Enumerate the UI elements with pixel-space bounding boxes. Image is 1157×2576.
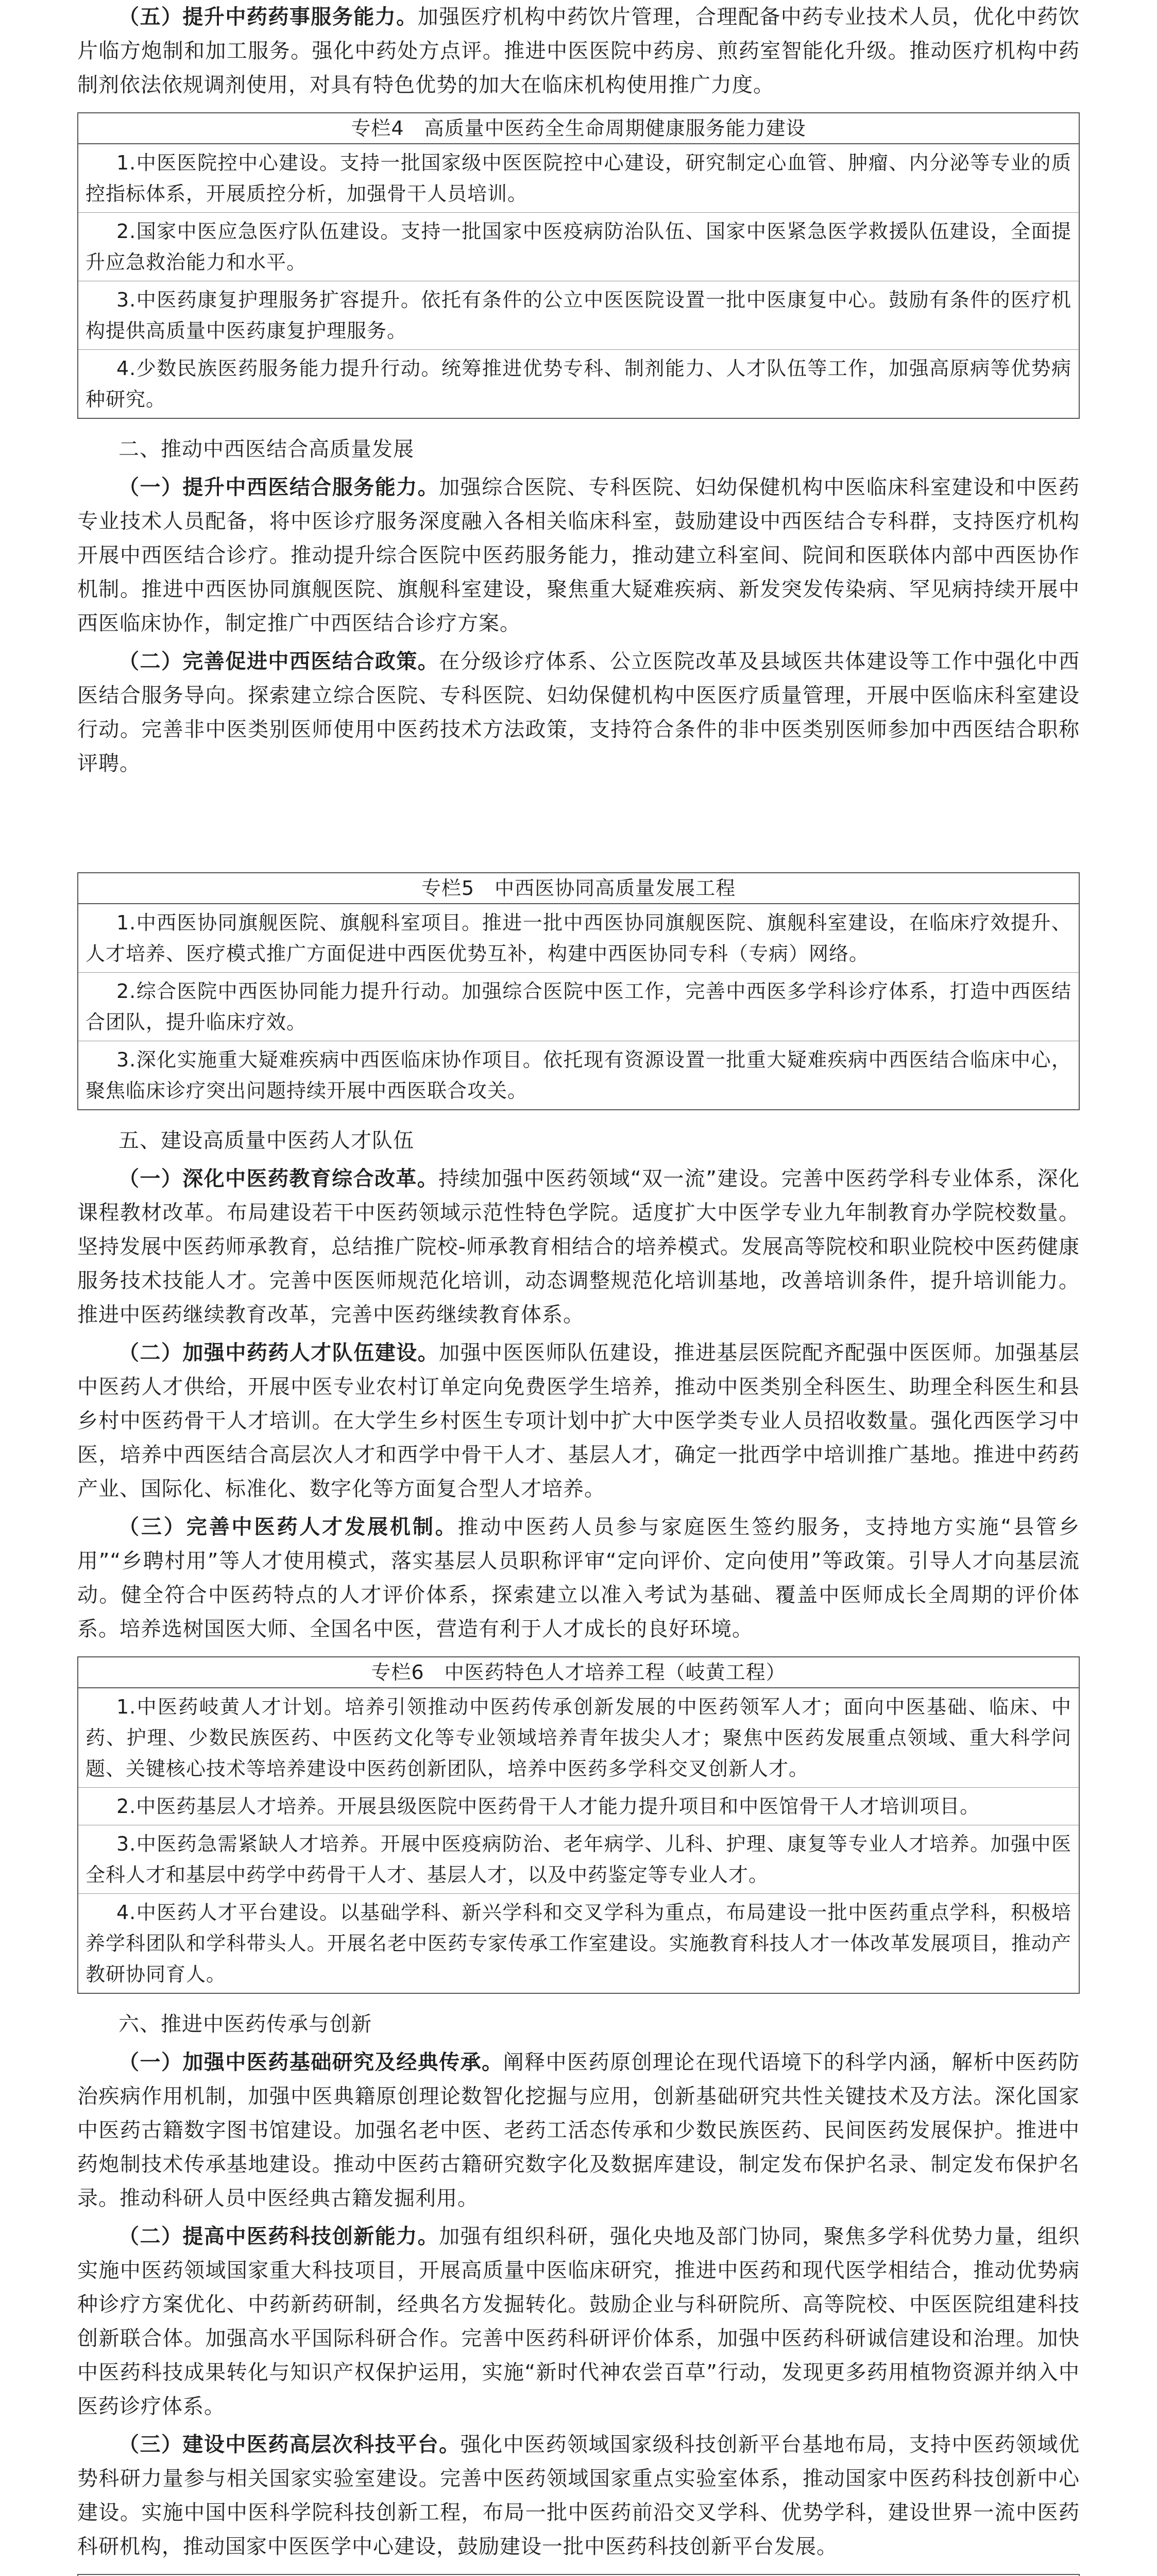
paragraph-text: 推动中医药人员参与家庭医生签约服务，支持地方实施“县管乡用”“乡聘村用”等人才使用模式，落实基层人员职称评审“定向评价、定向使用”等政策。引导人才向基层流动。健全符合中医药特点的人才评价体系，探索建立以准入考试为基础、覆盖中医师成长全周期的评价体系。培养选树国医大师、全国名中医，营造有利于人才成长的良好环境。 (77, 1515, 1080, 1641)
paragraph-text: 加强有组织科研，强化央地及部门协同，聚焦多学科优势力量，组织实施中医药领域国家重大科技项目，开展高质量中医临床研究，推进中医药和现代医学相结合，推动优势病种诊疗方案优化、中药新药研制，经典名方发掘转化。鼓励企业与科研院所、高等院校、中医医院组建科技创新联合体。加强高水平国际科研合作。完善中医药科研评价体系，加强中医药科研诚信建设和治理。加快中医药科技成果转化与知识产权保护运用，实施“新时代神农尝百草”行动，发现更多药用植物资源并纳入中医药诊疗体系。 (77, 2225, 1080, 2418)
column-box-item: 1.中医医院控中心建设。支持一批国家级中医医院控中心建设，研究制定心血管、肿瘤、内分泌等专业的质控指标体系，开展质控分析，加强骨干人员培训。 (78, 144, 1079, 213)
paragraph (77, 1336, 1080, 1506)
paragraph-lead: （二）完善促进中西医结合政策。 (118, 650, 439, 673)
paragraph (77, 645, 1080, 781)
paragraph (77, 470, 1080, 640)
paragraph-text: 阐释中医药原创理论在现代语境下的科学内涵，解析中医药防治疾病作用机制，加强中医典籍原创理论数智化挖掘与应用，创新基础研究共性关键技术及方法。深化国家中医药古籍数字图书馆建设。加强名老中医、老药工活态传承和少数民族医药、民间医药发展保护。推进中药炮制技术传承基地建设。推动中医药古籍研究数字化及数据库建设，制定发布保护名录、制定发布保护名录。推动科研人员中医经典古籍发掘利用。 (77, 2050, 1080, 2210)
section-heading: 五、建设高质量中医药人才队伍 (118, 1129, 414, 1153)
document-page (77, 0, 1080, 2576)
column-box-item: 2.中医药基层人才培养。开展县级医院中医药骨干人才能力提升项目和中医馆骨干人才培训项目。 (78, 1788, 1079, 1825)
column-box-item: 1.中医药岐黄人才计划。培养引领推动中医药传承创新发展的中医药领军人才；面向中医基础、临床、中药、护理、少数民族医药、中医药文化等专业领域培养青年拔尖人才；聚焦中医药发展重点领域、重大科学问题、关键核心技术等培养建设中医药创新团队，培养中医药多学科交叉创新人才。 (78, 1688, 1079, 1788)
paragraph-lead: （五）提升中药药事服务能力。 (118, 5, 418, 29)
column-box-item: 3.深化实施重大疑难疾病中西医临床协作项目。依托现有资源设置一批重大疑难疾病中西医结合临床中心，聚焦临床诊疗突出问题持续开展中西医联合攻关。 (86, 1048, 1071, 1102)
column-box-title: 专栏4 高质量中医药全生命周期健康服务能力建设 (78, 113, 1079, 144)
paragraph (77, 2428, 1080, 2564)
section-heading: 六、推进中医药传承与创新 (118, 2012, 372, 2036)
paragraph-lead: （三）完善中医药人才发展机制。 (118, 1515, 458, 1539)
column-box-6 (77, 1656, 1080, 1994)
column-box-7 (77, 2574, 1080, 2576)
section-heading: 二、推动中西医结合高质量发展 (118, 437, 414, 461)
paragraph (77, 2219, 1080, 2424)
paragraph (77, 2045, 1080, 2215)
paragraph-text: 加强医疗机构中药饮片管理，合理配备中药专业技术人员，优化中药饮片临方炮制和加工服务。强化中药处方点评。推进中医医院中药房、煎药室智能化升级。推动医疗机构中药制剂依法依规调剂使用，对具有特色优势的加大在临床机构使用推广力度。 (77, 5, 1080, 97)
column-box-item: 4.少数民族医药服务能力提升行动。统筹推进优势专科、制剂能力、人才队伍等工作，加强高原病等优势病种研究。 (86, 357, 1071, 411)
column-box-item: 2.综合医院中西医协同能力提升行动。加强综合医院中医工作，完善中西医多学科诊疗体系，打造中西医结合团队，提升临床疗效。 (78, 973, 1079, 1041)
paragraph-lead: （二）加强中药药人才队伍建设。 (118, 1341, 439, 1365)
paragraph-lead: （二）提高中医药科技创新能力。 (118, 2225, 439, 2248)
paragraph-text: 在分级诊疗体系、公立医院改革及县域医共体建设等工作中强化中西医结合服务导向。探索建立综合医院、专科医院、妇幼保健机构中医医疗质量管理，开展中医临床科室建设行动。完善非中医类别医师使用中医药技术方法政策，支持符合条件的非中医类别医师参加中西医结合职称评聘。 (77, 650, 1080, 775)
paragraph-lead: （三）建设中医药高层次科技平台。 (118, 2433, 461, 2456)
paragraph-text: 持续加强中医药领域“双一流”建设。完善中医药学科专业体系，深化课程教材改革。布局建设若干中医药领域示范性特色学院。适度扩大中医学专业九年制教育办学院校数量。坚持发展中医药师承教育，总结推广院校-师承教育相结合的培养模式。发展高等院校和职业院校中医药健康服务技术技能人才。完善中医医师规范化培训，动态调整规范化培训基地，改善培训条件，提升培训能力。推进中医药继续教育改革，完善中医药继续教育体系。 (77, 1167, 1080, 1327)
column-box-item: 4.中医药人才平台建设。以基础学科、新兴学科和交叉学科为重点，布局建设一批中医药重点学科，积极培养学科团队和学科带头人。开展名老中医药专家传承工作室建设。实施教育科技人才一体改革发展项目，推动产教研协同育人。 (86, 1901, 1071, 1986)
column-box-5 (77, 872, 1080, 1110)
paragraph-lead: （一）提升中西医结合服务能力。 (118, 476, 439, 499)
page-gap (77, 785, 1080, 862)
paragraph (77, 0, 1080, 102)
column-box-item: 2.国家中医应急医疗队伍建设。支持一批国家中医疫病防治队伍、国家中医紧急医学救援队伍建设，全面提升应急救治能力和水平。 (78, 213, 1079, 281)
paragraph (77, 1162, 1080, 1332)
column-box-4 (77, 112, 1080, 419)
paragraph-text: 强化中医药领域国家级科技创新平台基地布局，支持中医药领域优势科研力量参与相关国家实验室建设。完善中医药领域国家重点实验室体系，推动国家中医药科技创新中心建设。实施中国中医科学院科技创新工程，布局一批中医药前沿交叉学科、优势学科，建设世界一流中医药科研机构，推动国家中医医学中心建设，鼓励建设一批中医药科技创新平台发展。 (77, 2433, 1080, 2558)
column-box-item: 3.中医药康复护理服务扩容提升。依托有条件的公立中医医院设置一批中医康复中心。鼓励有条件的医疗机构提供高质量中医药康复护理服务。 (78, 281, 1079, 350)
paragraph-text: 加强综合医院、专科医院、妇幼保健机构中医临床科室建设和中医药专业技术人员配备，将中医诊疗服务深度融入各相关临床科室，鼓励建设中西医结合专科群，支持医疗机构开展中西医结合诊疗。推动提升综合医院中医药服务能力，推动建立科室间、院间和医联体内部中西医协作机制。推进中西医协同旗舰医院、旗舰科室建设，聚焦重大疑难疾病、新发突发传染病、罕见病持续开展中西医临床协作，制定推广中西医结合诊疗方案。 (77, 476, 1080, 635)
column-box-item: 3.中医药急需紧缺人才培养。开展中医疫病防治、老年病学、儿科、护理、康复等专业人才培养。加强中医全科人才和基层中药学中药骨干人才、基层人才，以及中药鉴定等专业人才。 (78, 1825, 1079, 1894)
paragraph-lead: （一）加强中医药基础研究及经典传承。 (118, 2050, 503, 2074)
paragraph-text: 加强中医医师队伍建设，推进基层医院配齐配强中医医师。加强基层中医药人才供给，开展中医专业农村订单定向免费医学生培养，推动中医类别全科医生、助理全科医生和县乡村中医药骨干人才培训。在大学生乡村医生专项计划中扩大中医学类专业人员招收数量。强化西医学习中医，培养中西医结合高层次人才和西学中骨干人才、基层人才，确定一批西学中培训推广基地。推进中药药产业、国际化、标准化、数字化等方面复合型人才培养。 (77, 1341, 1080, 1501)
paragraph-lead: （一）深化中医药教育综合改革。 (118, 1167, 439, 1191)
column-box-title: 专栏6 中医药特色人才培养工程（岐黄工程） (78, 1657, 1079, 1688)
paragraph (77, 1510, 1080, 1646)
column-box-title: 专栏5 中西医协同高质量发展工程 (78, 873, 1079, 904)
column-box-item: 1.中西医协同旗舰医院、旗舰科室项目。推进一批中西医协同旗舰医院、旗舰科室建设，在临床疗效提升、人才培养、医疗模式推广方面促进中西医优势互补，构建中西医协同专科（专病）网络。 (78, 904, 1079, 973)
